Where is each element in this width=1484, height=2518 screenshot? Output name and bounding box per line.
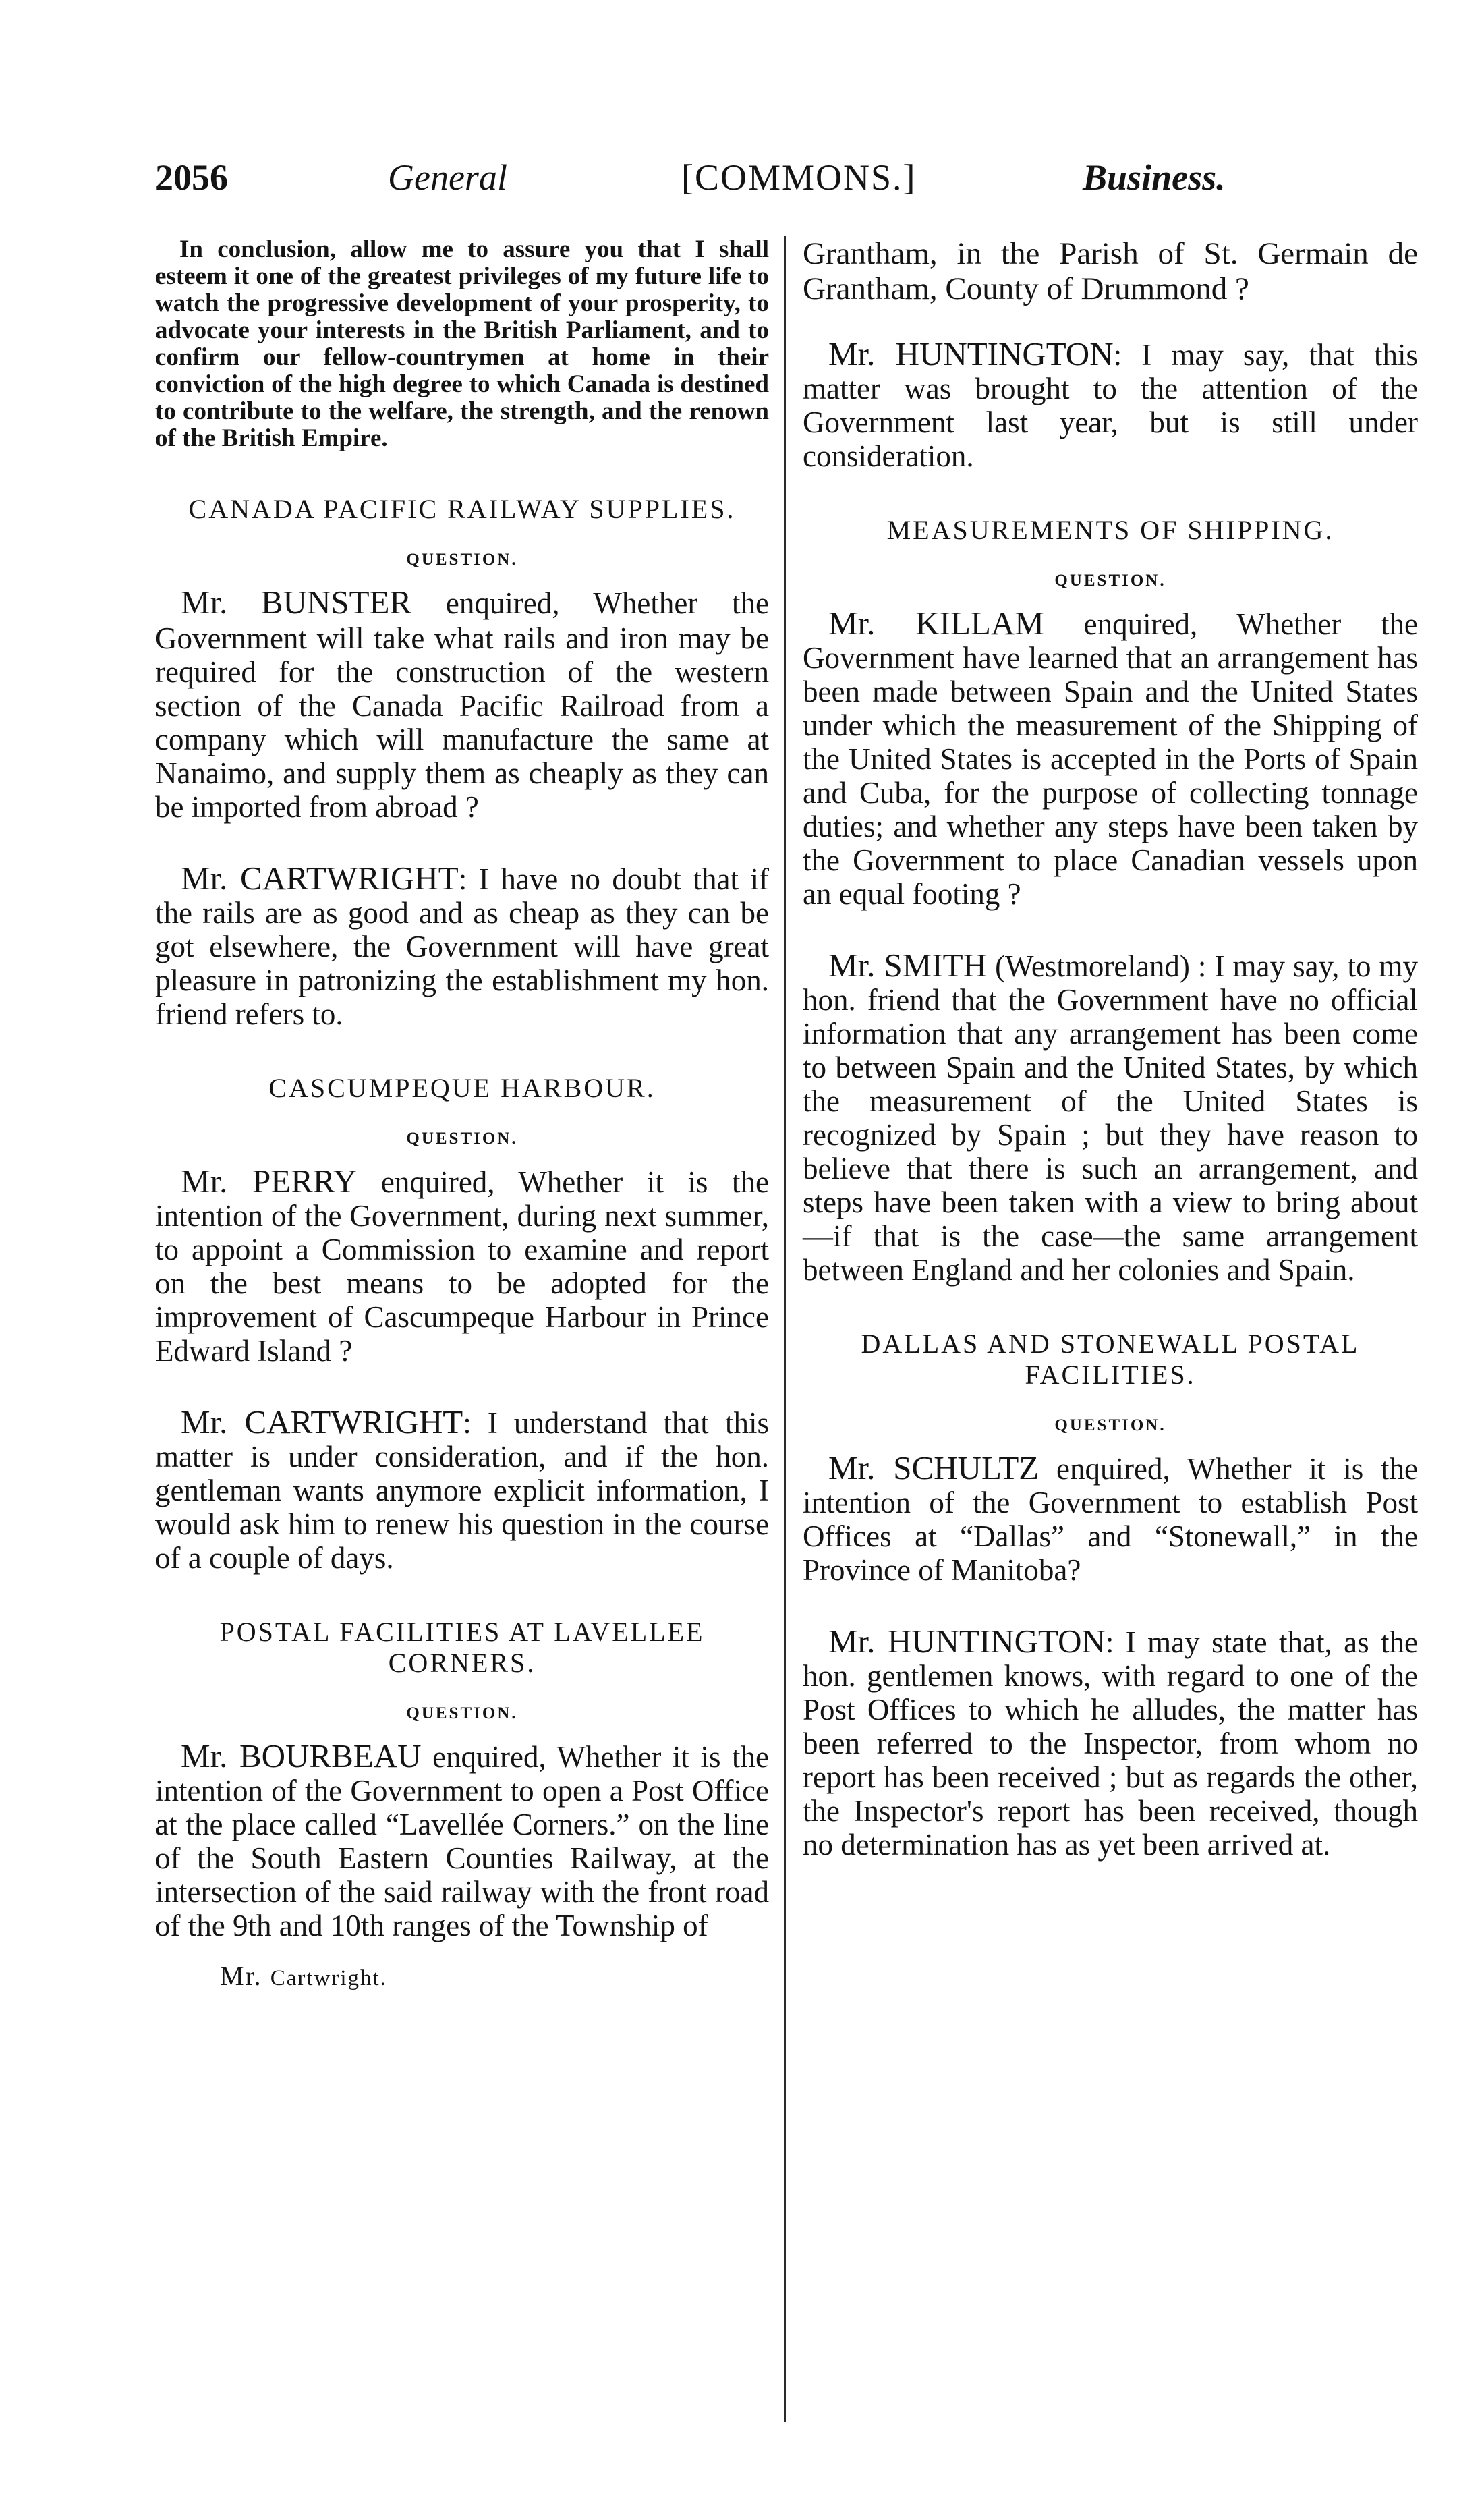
section-subheading: QUESTION. — [1054, 571, 1166, 590]
question-paragraph — [155, 1165, 769, 1368]
right-column — [803, 236, 1418, 1862]
answer-paragraph — [803, 337, 1418, 473]
answer-text: : I may state that, as the hon. gentlemen knows, with regard to one of the Post Offices to which he alludes, the matter has been referred to the Inspector, from whom no report has been received ; but as regards the other, the Inspector's report has been received, though no determination has as yet been arrived at. — [803, 1625, 1418, 1862]
answer-text: (Westmoreland) : I may say, to my hon. friend that the Government have no official information that any arrangement has been come to between Spain and the United States, by which the measurement of the United States is recognized by Spain ; but they have reason to believe that there is such an arrangement, and steps have been taken with a view to bring about—if that is the case—the same arrangement between England and her colonies and Spain. — [803, 949, 1419, 1287]
section-heading: CANADA PACIFIC RAILWAY SUPPLIES. — [188, 494, 736, 524]
answer-paragraph — [155, 862, 769, 1031]
section-subheading: QUESTION. — [406, 1704, 518, 1723]
page-number: 2056 — [155, 157, 228, 198]
answer-text: : I have no doubt that if the rails are as good and as cheap as they can be got elsewhere, the Government will have great pleasure in patronizing the establishment my hon. friend refers to. — [155, 862, 770, 1031]
question-text: enquired, Whether the Government have learned that an arrangement has been made between Spain and the United States under which the measurement of the Shipping of the United States is accepted in the Ports of Spain and Cuba, for the purpose of collecting tonnage duties; and whether any steps have been taken by the Government to place Canadian vessels upon an equal footing ? — [803, 607, 1419, 911]
question-text: enquired, Whether the Government will take what rails and iron may be required for the construction of the western section of the Canada Pacific Railroad from a company which will manufacture the same at Nanaimo, and supply them as cheaply as they can be imported from abroad ? — [155, 586, 770, 824]
speaker-name: Mr. BOURBEAU — [181, 1737, 422, 1774]
speaker-name: Mr. PERRY — [181, 1163, 358, 1200]
left-column — [155, 236, 769, 1992]
speaker-name: Mr. KILLAM — [828, 605, 1044, 642]
page-header — [155, 157, 1410, 211]
answer-paragraph — [155, 1405, 769, 1575]
section-heading: MEASUREMENTS OF SHIPPING. — [886, 515, 1334, 545]
header-center-title: [COMMONS.] — [681, 157, 917, 198]
speaker-name: Mr. BUNSTER — [181, 584, 412, 621]
question-text: enquired, Whether it is the intention of the Government to establish Post Offices at “Dallas” and “Stonewall,” in the Province of Manitoba? — [803, 1452, 1418, 1587]
column-divider — [784, 236, 786, 2422]
catchword: Mr. Cartwright. — [220, 1961, 387, 1991]
question-paragraph — [155, 1739, 769, 1942]
intro-paragraph: In conclusion, allow me to assure you that I shall esteem it one of the greatest privileges of my future life to watch the progressive development of your prosperity, to advocate your interests in the British Parliament, and to confirm our fellow-countrymen at home in their conviction of the high degree to which Canada is destined to contribute to the welfare, the strength, and the renown of the British Empire. — [155, 235, 769, 452]
speaker-name: Mr. SCHULTZ — [828, 1449, 1039, 1486]
section-subheading: QUESTION. — [1054, 1416, 1166, 1434]
section-heading: POSTAL FACILITIES AT LAVELLEE CORNERS. — [219, 1617, 705, 1678]
answer-text: : I may say, that this matter was brought to the attention of the Government last year, but is still under consideration. — [803, 338, 1419, 473]
section-heading: DALLAS AND STONEWALL POSTAL FACILITIES. — [861, 1328, 1360, 1390]
question-paragraph — [803, 607, 1418, 911]
question-paragraph — [803, 1451, 1418, 1587]
speaker-name: Mr. HUNTINGTON — [828, 1623, 1106, 1660]
speaker-name: Mr. CARTWRIGHT — [181, 860, 459, 897]
header-right-title: Business. — [1083, 157, 1226, 198]
section-heading: CASCUMPEQUE HARBOUR. — [268, 1073, 656, 1103]
section-subheading: QUESTION. — [406, 1129, 518, 1148]
question-text: enquired, Whether it is the intention of the Government to open a Post Office at the place called “Lavellée Corners.” on the line of the South Eastern Counties Railway, at the intersection of the said railway with the front road of the 9th and 10th ranges of the Township of — [155, 1740, 770, 1942]
question-text: enquired, Whether it is the intention of the Government, during next summer, to appoint a Commission to examine and report on the best means to be adopted for the improvement of Cascumpeque Harbour in Prince Edward Island ? — [155, 1165, 769, 1368]
speaker-name: Mr. CARTWRIGHT — [181, 1403, 463, 1440]
answer-paragraph — [803, 949, 1418, 1287]
header-left-title: General — [388, 157, 507, 198]
speaker-name: Mr. HUNTINGTON — [828, 335, 1114, 372]
question-paragraph — [155, 586, 769, 824]
speaker-name: Mr. SMITH — [828, 947, 987, 984]
answer-text: : I understand that this matter is under consideration, and if the hon. gentleman wants anymore explicit information, I would ask him to renew his question in the course of a couple of days. — [155, 1406, 770, 1575]
answer-paragraph — [803, 1625, 1418, 1862]
continuation-paragraph: Grantham, in the Parish of St. Germain de Grantham, County of Drummond ? — [803, 236, 1418, 306]
section-subheading: QUESTION. — [406, 551, 518, 569]
